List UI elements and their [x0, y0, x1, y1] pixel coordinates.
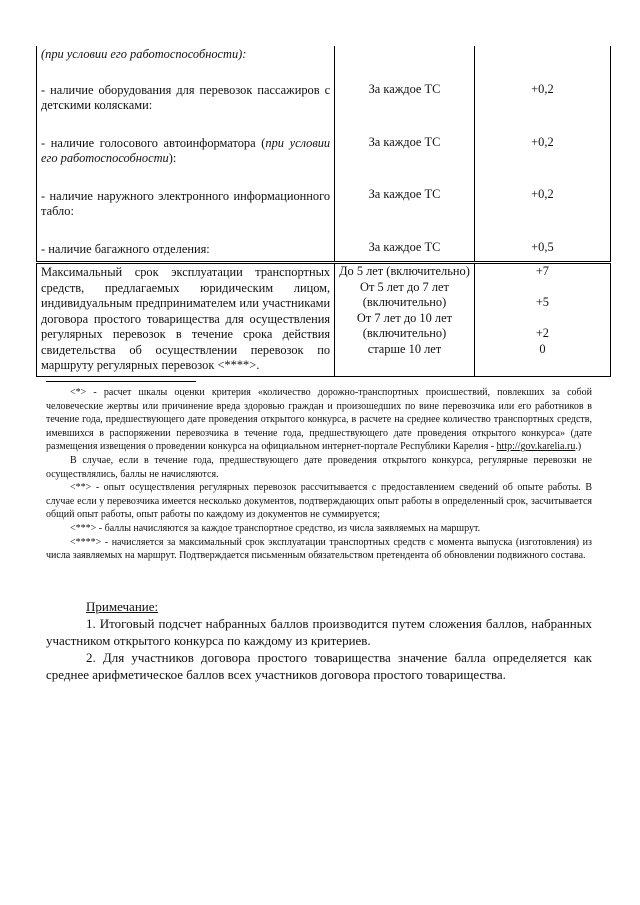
note-2: 2. Для участников договора простого товарищества значение балла определяется как среднее арифметическое баллов всех участников договора простого товарищества. — [46, 650, 592, 682]
age-condition-5: (включительно) — [362, 326, 447, 340]
max-age-criteria-cell — [37, 263, 335, 377]
notes-title: Примечание: — [86, 599, 159, 614]
score-autoinformer: +0,2 — [531, 134, 554, 149]
max-age-conditions-cell — [335, 263, 475, 377]
footnote-divider — [46, 381, 196, 382]
age-condition-6: старше 10 лет — [367, 341, 442, 356]
equipment-item-autoinformer — [41, 136, 330, 167]
footnote-1-end: .) — [575, 441, 582, 453]
vehicle-equipment-row — [37, 46, 611, 263]
max-age-scores-cell — [474, 263, 610, 377]
footnote-1 — [46, 386, 592, 454]
unit-strollers: За каждое ТС — [368, 82, 441, 96]
equipment-item-strollers: - наличие оборудования для перевозок пассажиров с детскими колясками: — [41, 82, 331, 112]
autoinformer-label-end: ): — [168, 151, 177, 165]
footnote-1b: В случае, если в течение года, предшествующего дате проведения открытого конкурса, регулярные перевозки не осуществлялись, баллы не начисляются. — [46, 454, 592, 480]
score-luggage: +0,5 — [531, 239, 554, 254]
autoinformer-label-start: - наличие голосового автоинформатора ( — [41, 135, 266, 150]
age-condition-2: От 5 лет до 7 лет — [360, 279, 449, 294]
age-score-6: 0 — [539, 341, 546, 356]
equipment-intro: (при условии его работоспособности): — [41, 47, 247, 61]
age-score-5: +2 — [535, 326, 549, 340]
gov-karelia-link[interactable]: http://gov.karelia.ru — [496, 441, 576, 453]
age-score-4 — [475, 311, 610, 327]
equipment-criteria-cell — [37, 46, 335, 263]
score-display: +0,2 — [531, 187, 554, 201]
footnotes — [46, 386, 592, 563]
equipment-unit-cell — [335, 46, 475, 263]
max-age-row — [37, 263, 611, 377]
footnote-2: <**> - опыт осуществления регулярных перевозок рассчитывается с предоставлением сведений об опыте работы. В случае если у перевозчика имеется несколько документов, подтверждающих опыт работы в определенный срок, засчитывается общий опыт работы, опыт работы по каждому из документов не суммируется; — [46, 482, 592, 521]
equipment-item-display: - наличие наружного электронного информационного табло: — [41, 188, 331, 218]
equipment-score-cell — [474, 46, 610, 263]
unit-display: За каждое ТС — [368, 187, 441, 201]
age-score-3: +5 — [535, 295, 549, 309]
score-strollers: +0,2 — [531, 82, 554, 96]
notes-section — [46, 598, 592, 683]
age-condition-3: (включительно) — [362, 295, 447, 309]
max-age-label: Максимальный срок эксплуатации транспортных средств, предлагаемых юридическим лицом, индивидуальным предпринимателем или участниками договора простого товарищества для осуществления регулярных перевозок в течение срока действия свидетельства об осуществлении перевозок по маршруту регулярных перевозок <****>. — [41, 265, 331, 372]
footnote-1-text: <*> - расчет шкалы оценки критерия «количество дорожно-транспортных происшествий, повлекших за собой человеческие жертвы или причинение вреда здоровью граждан и произошедших по вине перевозчика или его работников в течение года, предшествующего дате проведения открытого конкурса, в расчете на среднее количество транспортных средств, имевшихся в распоряжении перевозчика в течение года, предшествующего дате проведения открытого конкурса» (дате размещения извещения о проведении конкурса на официальном интернет-портале Республики Карелия - — [46, 387, 592, 453]
criteria-table — [36, 46, 611, 377]
footnote-3: <***> - баллы начисляются за каждое транспортное средство, из числа заявляемых на маршрут. — [70, 522, 481, 534]
autoinformer-label-italic: при условии его работоспособности — [41, 135, 331, 165]
note-1: 1. Итоговый подсчет набранных баллов производится путем сложения баллов, набранных участником открытого конкурса по каждому из критериев. — [46, 616, 592, 648]
age-score-1: +7 — [535, 264, 549, 278]
unit-autoinformer: За каждое ТС — [368, 134, 441, 149]
unit-luggage: За каждое ТС — [368, 239, 441, 254]
equipment-item-luggage: - наличие багажного отделения: — [41, 241, 210, 256]
footnote-4: <****> - начисляется за максимальный срок эксплуатации транспортных средств с момента выпуска (изготовления) из числа заявляемых на маршрут. Подтверждается письменным обязательством претендента об обновлении подвижного состава. — [46, 536, 592, 562]
age-condition-4: От 7 лет до 10 лет — [356, 310, 453, 325]
age-score-2 — [475, 280, 610, 296]
age-condition-1: До 5 лет (включительно) — [339, 264, 470, 278]
